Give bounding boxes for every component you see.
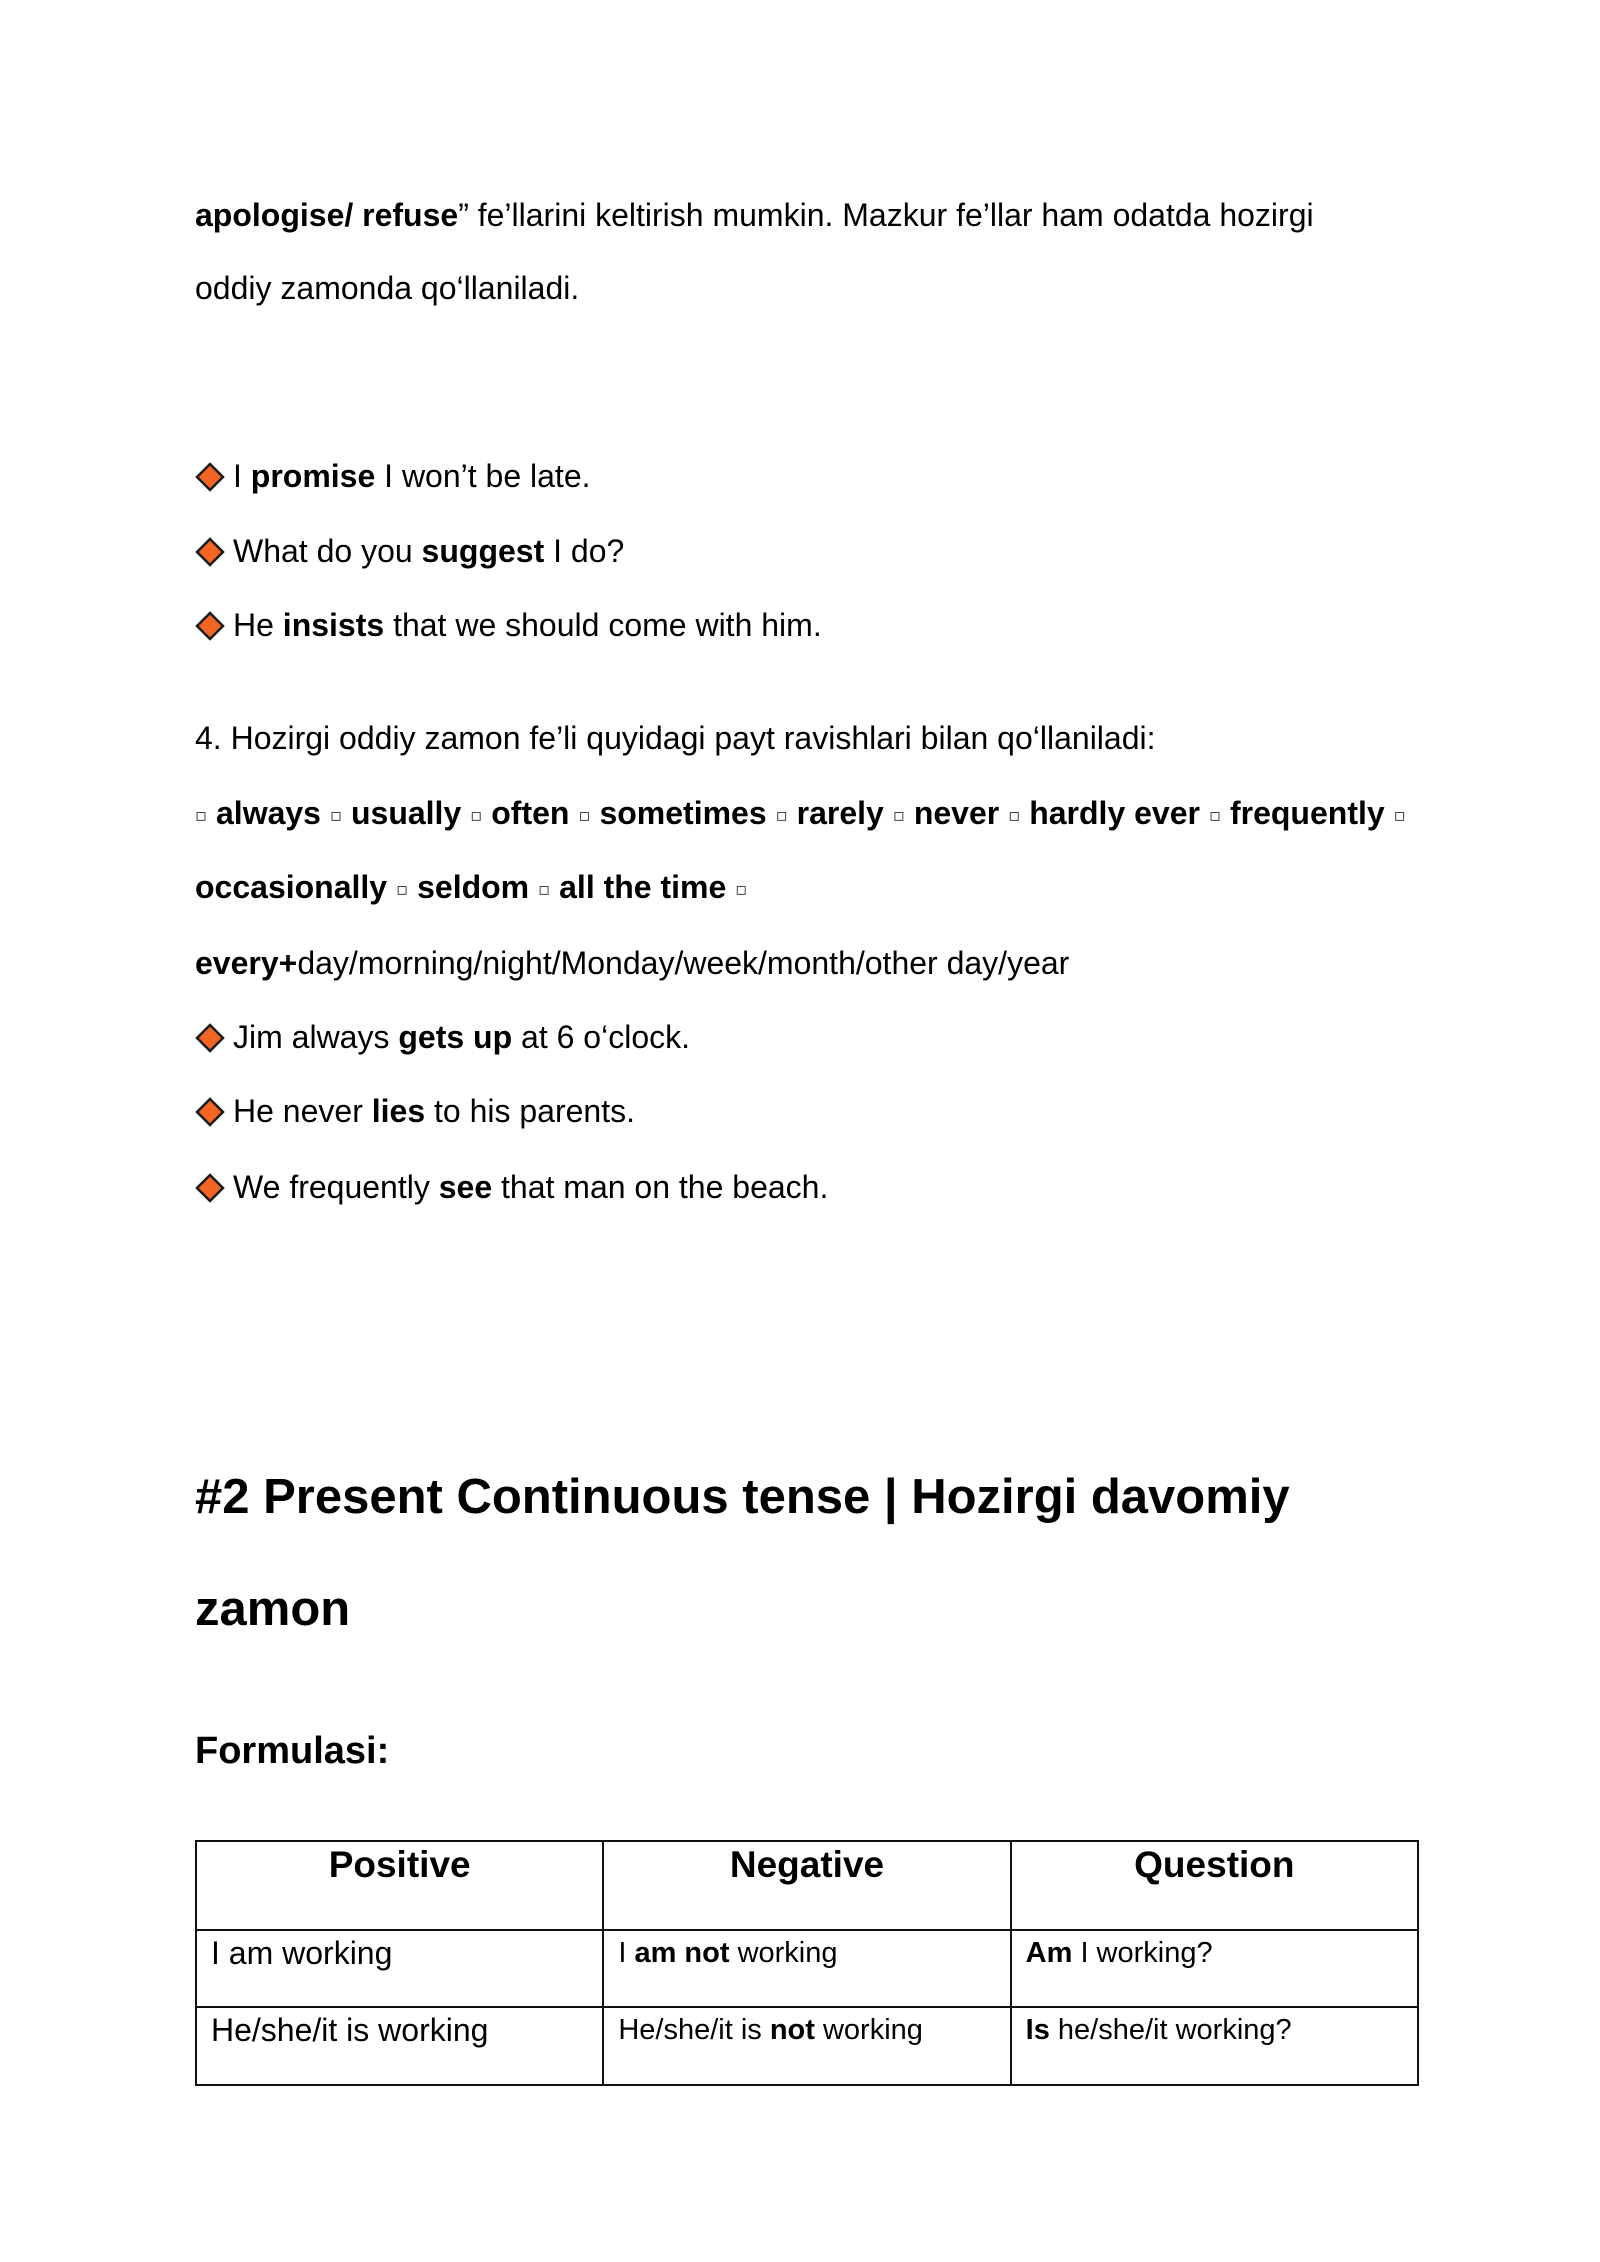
example-verb: lies (371, 1093, 426, 1129)
example-text: I (233, 458, 251, 494)
cell-positive: He/she/it is working (196, 2007, 603, 2085)
example-item (195, 605, 822, 645)
example-verb: suggest (421, 533, 545, 569)
example-verb: promise (250, 458, 376, 494)
separator-square-icon: ▫ (329, 805, 343, 826)
every-prefix: every+ (195, 945, 298, 981)
adverb: all the time (559, 869, 727, 905)
table-row (196, 2007, 1418, 2085)
example-text: I won’t be late. (375, 458, 591, 494)
cell-negative (603, 2007, 1010, 2085)
example-text: that we should come with him. (384, 607, 822, 643)
cell-bold-text: Am (1025, 1937, 1073, 1969)
adverb: never (913, 795, 1000, 831)
cell-question (1011, 2007, 1418, 2085)
header-negative: Negative (603, 1841, 1010, 1930)
cell-text: working (814, 2014, 923, 2046)
example-text: We frequently (233, 1169, 439, 1205)
table-row (196, 1930, 1418, 2007)
adverb: frequently (1229, 795, 1385, 831)
formula-table (195, 1840, 1419, 2086)
header-positive: Positive (196, 1841, 603, 1930)
orange-diamond-icon (195, 537, 225, 567)
every-options: day/morning/night/Monday/week/month/other day/year (297, 945, 1070, 981)
header-question: Question (1011, 1841, 1418, 1930)
example-text: He never (233, 1093, 372, 1129)
cell-bold-text: not (769, 2014, 815, 2046)
cell-bold-text: Is (1025, 2014, 1050, 2046)
intro-bold-verbs: apologise/ refuse (195, 197, 459, 233)
cell-text: I (618, 1937, 635, 1969)
example-item (195, 531, 624, 571)
example-item (195, 456, 591, 496)
example-item (195, 1091, 635, 1131)
cell-text: working (729, 1937, 838, 1969)
example-text: to his parents. (425, 1093, 635, 1129)
intro-line-1 (195, 195, 1314, 235)
example-text: Jim always (233, 1019, 399, 1055)
rule-4-text: 4. Hozirgi oddiy zamon fe’li quyidagi payt ravishlari bilan qo‘llaniladi: (195, 720, 1156, 756)
example-verb: insists (282, 607, 385, 643)
every-line (195, 943, 1069, 983)
example-item (195, 1017, 690, 1057)
adverb: hardly ever (1029, 795, 1200, 831)
separator-square-icon: ▫ (1393, 805, 1406, 826)
example-verb: see (438, 1169, 493, 1205)
separator-square-icon: ▫ (470, 805, 483, 826)
separator-square-icon: ▫ (396, 879, 409, 900)
example-text: I do? (544, 533, 625, 569)
separator-square-icon: ▫ (892, 805, 906, 826)
section-heading-line-1: #2 Present Continuous tense | Hozirgi davomiy (195, 1470, 1290, 1524)
table-header-row (196, 1841, 1418, 1930)
separator-square-icon: ▫ (538, 879, 551, 900)
example-text: He (233, 607, 283, 643)
intro-text-end: oddiy zamonda qo‘llaniladi. (195, 270, 580, 306)
adverb: always (216, 795, 321, 831)
adverb: sometimes (599, 795, 767, 831)
orange-diamond-icon (195, 1097, 225, 1127)
intro-line-2 (195, 268, 579, 308)
intro-text: ” fe’llarini keltirish mumkin. Mazkur fe’llar ham odatda hozirgi (458, 197, 1314, 233)
orange-diamond-icon (195, 611, 225, 641)
cell-text: he/she/it working? (1049, 2014, 1292, 2046)
example-verb: gets up (398, 1019, 513, 1055)
adverbs-line-1 (195, 793, 1415, 836)
example-item (195, 1167, 828, 1207)
section-heading-line-2: zamon (195, 1582, 351, 1636)
tense-table (195, 1840, 1419, 2086)
example-text: at 6 o‘clock. (512, 1019, 690, 1055)
adverb: often (491, 795, 570, 831)
example-text: that man on the beach. (492, 1169, 829, 1205)
adverbs-line-2 (195, 867, 756, 910)
cell-text: I working? (1072, 1937, 1213, 1969)
orange-diamond-icon (195, 1173, 225, 1203)
cell-positive: I am working (196, 1930, 603, 2007)
example-text: What do you (233, 533, 422, 569)
separator-square-icon: ▫ (735, 879, 748, 900)
cell-negative (603, 1930, 1010, 2007)
separator-square-icon: ▫ (775, 805, 788, 826)
adverb: occasionally (195, 869, 388, 905)
separator-square-icon: ▫ (578, 805, 591, 826)
adverb: usually (350, 795, 462, 831)
separator-square-icon: ▫ (1208, 805, 1222, 826)
cell-text: He/she/it is (618, 2014, 770, 2046)
formula-label: Formulasi: (195, 1730, 390, 1772)
cell-bold-text: am not (634, 1937, 730, 1969)
adverb: seldom (417, 869, 530, 905)
orange-diamond-icon (195, 1023, 225, 1053)
adverb: rarely (796, 795, 884, 831)
separator-square-icon: ▫ (1008, 805, 1021, 826)
separator-square-icon: ▫ (195, 805, 208, 826)
orange-diamond-icon (195, 462, 225, 492)
cell-question (1011, 1930, 1418, 2007)
